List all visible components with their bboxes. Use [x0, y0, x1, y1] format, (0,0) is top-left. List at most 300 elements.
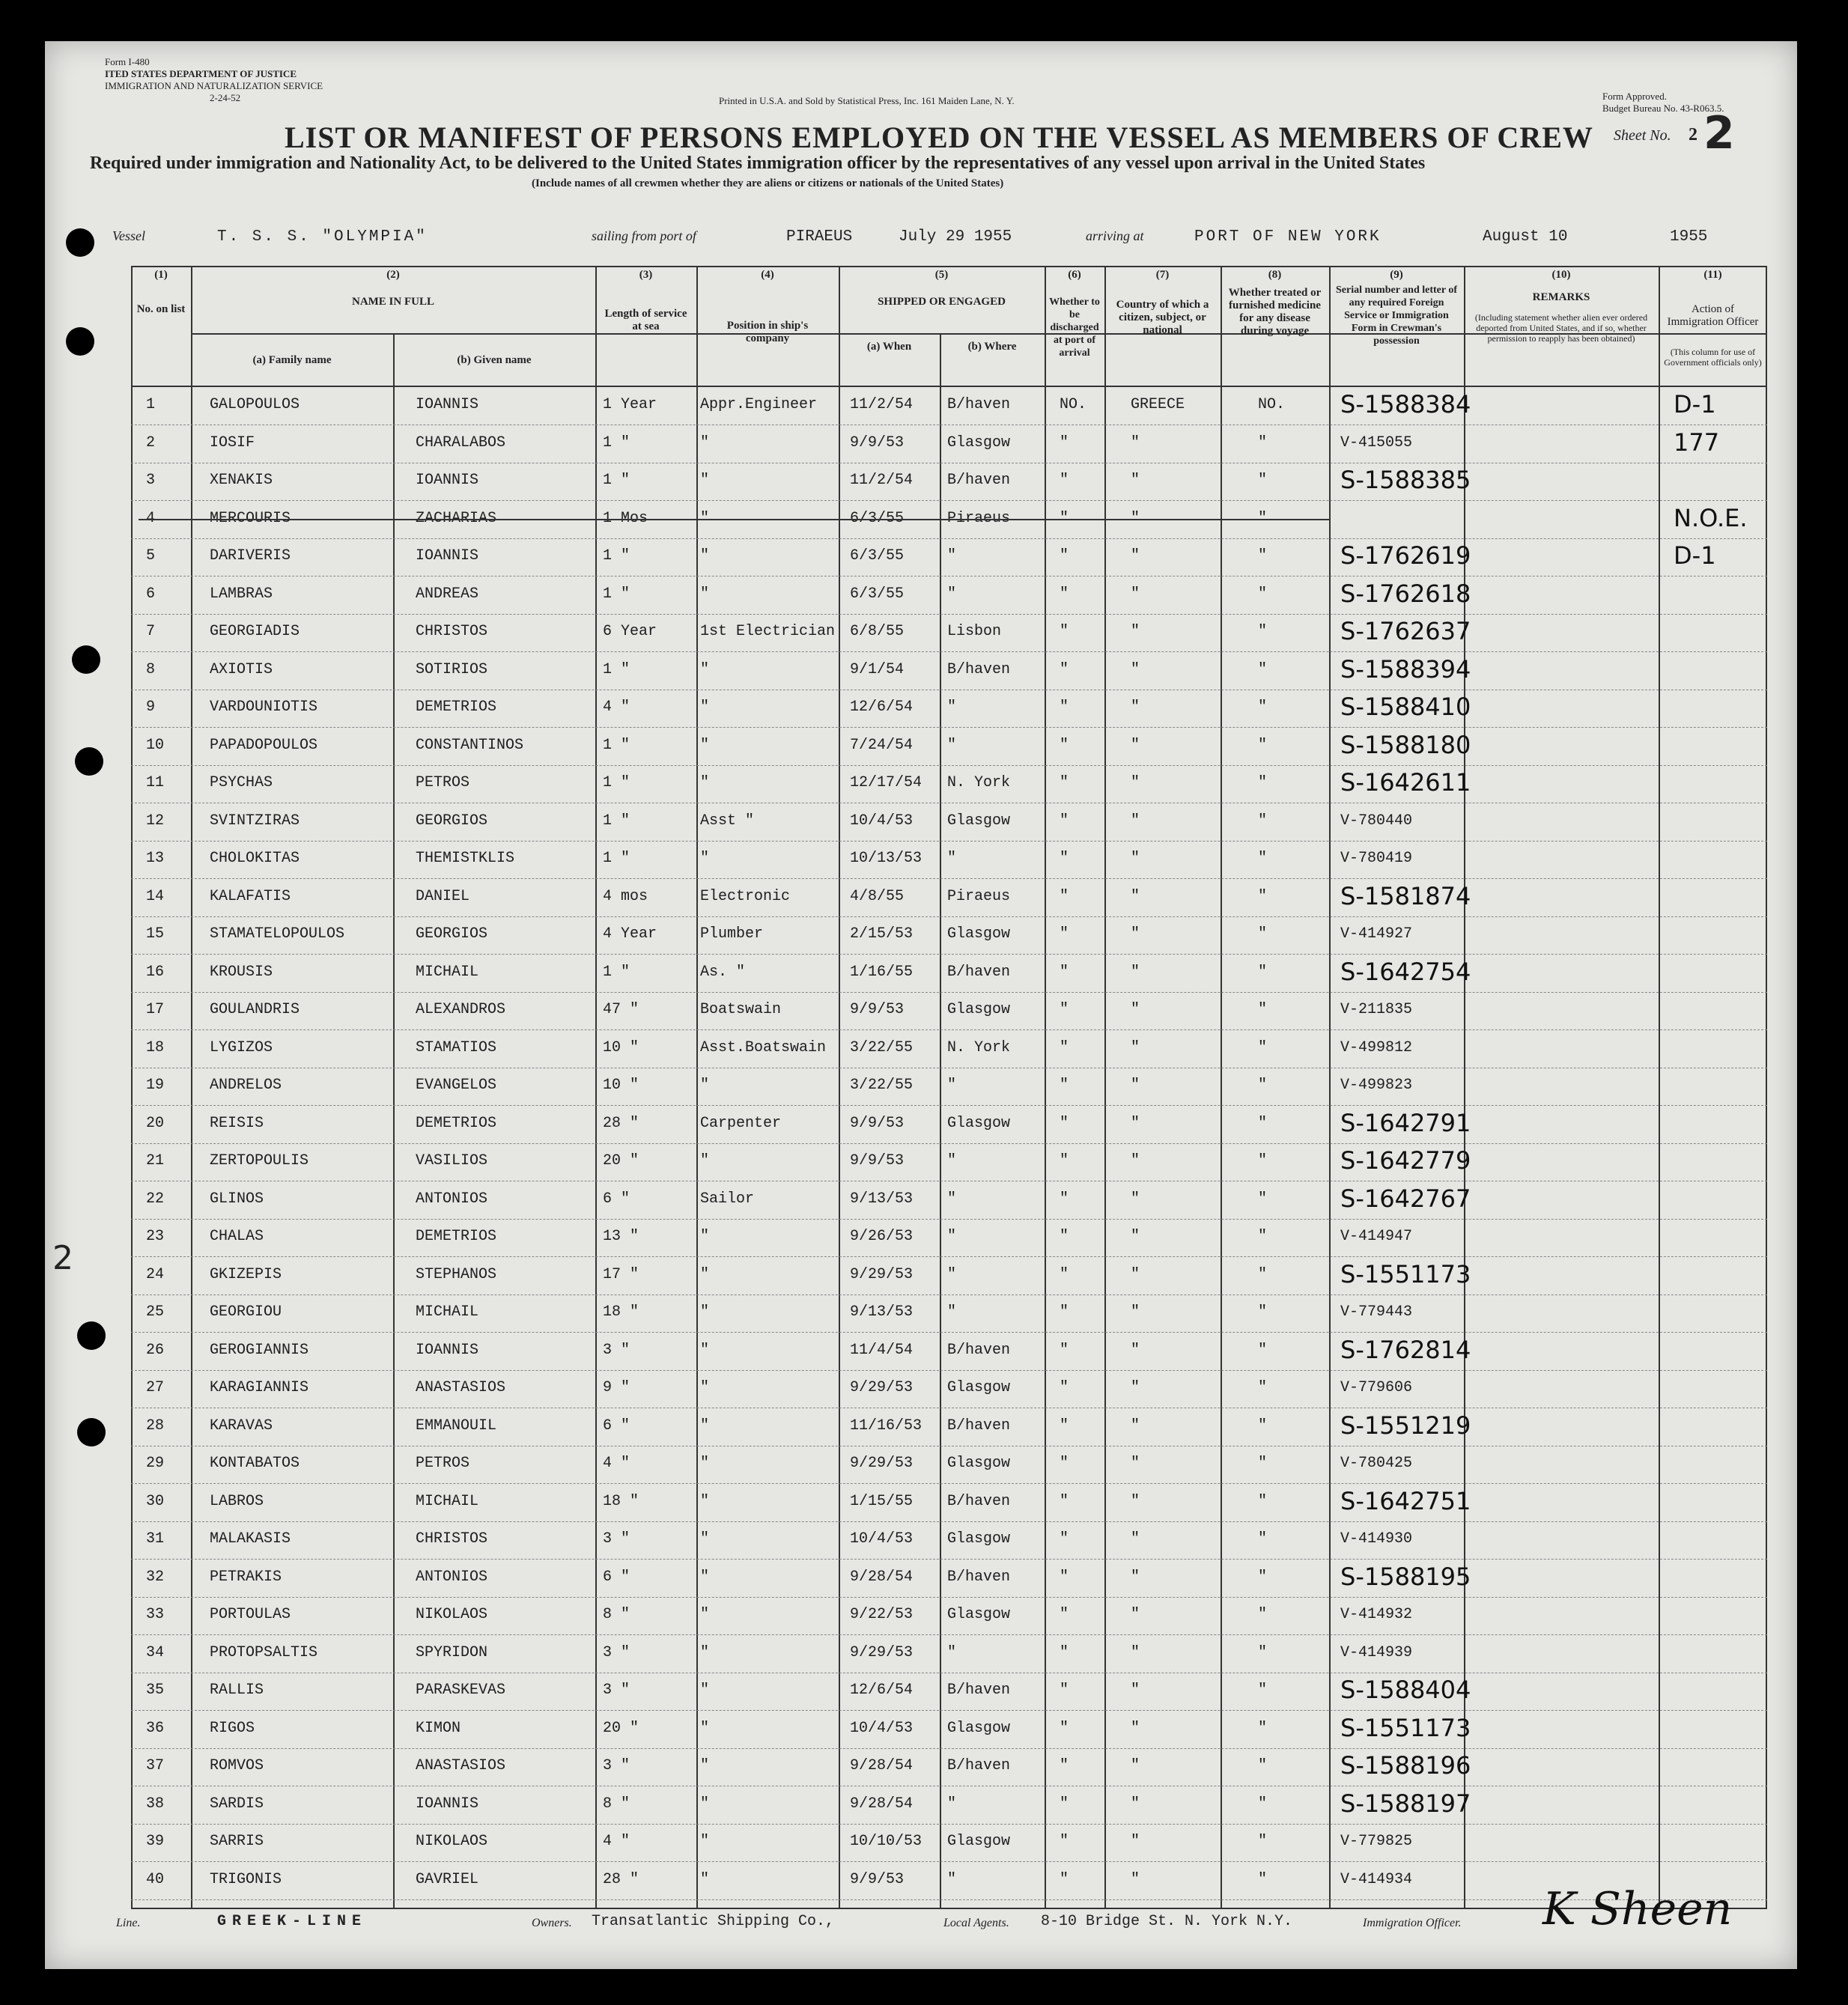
given-name: ALEXANDROS — [416, 1001, 506, 1018]
discharged: " — [1060, 812, 1069, 830]
shipped-where: N. York — [947, 774, 1011, 791]
shipped-when: 9/26/53 — [850, 1228, 914, 1245]
discharged: " — [1060, 433, 1069, 451]
length-of-service: 6 " — [603, 1568, 630, 1586]
serial-number: V-499823 — [1340, 1077, 1413, 1094]
shipped-where: B/haven — [947, 396, 1011, 413]
shipped-where: B/haven — [947, 1757, 1011, 1774]
shipped-where: B/haven — [947, 1682, 1011, 1699]
shipped-when: 7/24/54 — [850, 736, 914, 754]
length-of-service: 1 " — [603, 472, 630, 489]
table-row — [131, 1560, 1767, 1598]
table-row — [131, 1446, 1767, 1484]
family-name: PROTOPSALTIS — [210, 1643, 318, 1661]
length-of-service: 3 " — [603, 1757, 630, 1774]
row-number: 10 — [146, 736, 165, 754]
country: " — [1131, 774, 1140, 791]
country: " — [1131, 1606, 1140, 1623]
shipped-where: " — [947, 1265, 957, 1283]
shipped-where: B/haven — [947, 1417, 1011, 1434]
position: Boatswain — [700, 1001, 782, 1018]
row-number: 18 — [146, 1038, 165, 1056]
row-number: 24 — [146, 1265, 165, 1283]
row-number: 4 — [146, 509, 156, 527]
year: 1955 — [1670, 228, 1708, 246]
position: " — [700, 1341, 710, 1359]
table-row — [131, 425, 1767, 463]
shipped-when: 4/8/55 — [850, 887, 905, 905]
discharged: " — [1060, 1190, 1069, 1208]
country: " — [1131, 1492, 1140, 1510]
shipped-when: 9/28/54 — [850, 1757, 914, 1774]
country: " — [1131, 1833, 1140, 1850]
col-8-header: Whether treated or furnished medicine for any disease during voyage — [1228, 287, 1322, 337]
length-of-service: 4 " — [603, 699, 630, 716]
length-of-service: 1 " — [603, 736, 630, 754]
given-name: NIKOLAOS — [416, 1606, 488, 1623]
given-name: DANIEL — [416, 887, 470, 905]
row-number: 15 — [146, 925, 165, 943]
medicine: " — [1258, 1152, 1268, 1169]
col-10-header: REMARKS — [1532, 291, 1590, 303]
table-row — [131, 1106, 1767, 1144]
shipped-where: Glasgow — [947, 1719, 1011, 1737]
country: " — [1131, 1303, 1140, 1321]
family-name: MERCOURIS — [210, 509, 291, 527]
position: " — [700, 1833, 710, 1850]
family-name: GEORGIOU — [210, 1303, 282, 1321]
row-number: 33 — [146, 1606, 165, 1623]
given-name: MICHAIL — [416, 963, 479, 981]
family-name: GEORGIADIS — [210, 623, 300, 640]
medicine: " — [1258, 472, 1268, 489]
medicine: " — [1258, 736, 1268, 754]
serial-number: V-780425 — [1340, 1455, 1413, 1472]
country: " — [1131, 850, 1140, 867]
position: Asst " — [700, 812, 755, 830]
discharged: " — [1060, 1303, 1069, 1321]
country: " — [1131, 1001, 1140, 1018]
row-number: 26 — [146, 1341, 165, 1359]
row-number: 8 — [146, 660, 156, 678]
col-3-number: (3) — [639, 269, 653, 281]
col-7-number: (7) — [1155, 269, 1170, 281]
medicine: " — [1258, 850, 1268, 867]
country: " — [1131, 963, 1140, 981]
family-name: SARRIS — [210, 1833, 264, 1850]
given-name: MICHAIL — [416, 1492, 479, 1510]
table-row — [131, 1597, 1767, 1635]
shipped-when: 9/13/53 — [850, 1190, 914, 1208]
given-name: ZACHARIAS — [416, 509, 497, 527]
approval-line-2: Budget Bureau No. 43-R063.5. — [1602, 103, 1724, 114]
table-row — [131, 1408, 1767, 1446]
family-name: PSYCHAS — [210, 774, 273, 791]
serial-number: S-1581874 — [1340, 881, 1471, 910]
shipped-when: 9/9/53 — [850, 1870, 905, 1888]
position: " — [700, 433, 710, 451]
shipped-when: 6/3/55 — [850, 547, 905, 565]
serial-number: V-780440 — [1340, 812, 1413, 830]
medicine: " — [1258, 1643, 1268, 1661]
position: " — [700, 472, 710, 489]
shipped-when: 11/16/53 — [850, 1417, 923, 1434]
position: " — [700, 547, 710, 565]
family-name: PETRAKIS — [210, 1568, 282, 1586]
arriving-label: arriving at — [1086, 228, 1144, 243]
medicine: " — [1258, 1228, 1268, 1245]
position: " — [700, 850, 710, 867]
binder-hole — [66, 228, 94, 257]
country: " — [1131, 1795, 1140, 1813]
discharged: " — [1060, 1265, 1069, 1283]
shipped-when: 9/9/53 — [850, 1114, 905, 1132]
discharged: " — [1060, 660, 1069, 678]
date-to: August 10 — [1483, 228, 1568, 246]
immigration-action: D-1 — [1674, 390, 1716, 419]
medicine: " — [1258, 1606, 1268, 1623]
table-row — [131, 955, 1767, 993]
discharged: " — [1060, 1757, 1069, 1774]
serial-number: V-780419 — [1340, 850, 1413, 867]
country: " — [1131, 547, 1140, 565]
family-name: GLINOS — [210, 1190, 264, 1208]
position: " — [700, 1795, 710, 1813]
country: " — [1131, 736, 1140, 754]
shipped-where: Glasgow — [947, 1455, 1011, 1472]
sailing-label: sailing from port of — [592, 228, 696, 243]
position: 1st Electrician — [700, 623, 836, 640]
shipped-when: 9/13/53 — [850, 1303, 914, 1321]
medicine: " — [1258, 509, 1268, 527]
position: " — [700, 1077, 710, 1094]
shipped-where: " — [947, 1228, 957, 1245]
length-of-service: 3 " — [603, 1682, 630, 1699]
country: " — [1131, 925, 1140, 943]
serial-number: V-414927 — [1340, 925, 1413, 943]
serial-number: V-415055 — [1340, 433, 1413, 451]
discharged: " — [1060, 963, 1069, 981]
medicine: " — [1258, 1870, 1268, 1888]
medicine: " — [1258, 925, 1268, 943]
col-5-header: SHIPPED OR ENGAGED — [878, 296, 1006, 308]
country: " — [1131, 1379, 1140, 1396]
row-number: 9 — [146, 699, 156, 716]
family-name: GEROGIANNIS — [210, 1341, 309, 1359]
shipped-where: B/haven — [947, 963, 1011, 981]
serial-number: V-414934 — [1340, 1870, 1413, 1888]
table-row — [131, 614, 1767, 652]
position: Asst.Boatswain — [700, 1038, 827, 1056]
serial-number: S-1762618 — [1340, 579, 1471, 608]
shipped-when: 6/3/55 — [850, 509, 905, 527]
given-name: CHRISTOS — [416, 623, 488, 640]
length-of-service: 1 " — [603, 963, 630, 981]
port-from: PIRAEUS — [786, 228, 853, 246]
discharged: " — [1060, 1682, 1069, 1699]
serial-number: S-1762814 — [1340, 1335, 1471, 1364]
serial-number: S-1642791 — [1340, 1108, 1471, 1137]
given-name: IOANNIS — [416, 1795, 479, 1813]
table-row — [131, 1862, 1767, 1900]
length-of-service: 1 Mos — [603, 509, 648, 527]
date-from: July 29 1955 — [899, 228, 1012, 246]
discharged: " — [1060, 1719, 1069, 1737]
shipped-where: B/haven — [947, 660, 1011, 678]
family-name: SARDIS — [210, 1795, 264, 1813]
position: " — [700, 1643, 710, 1661]
discharged: " — [1060, 1077, 1069, 1094]
length-of-service: 1 " — [603, 585, 630, 603]
serial-number: V-211835 — [1340, 1001, 1413, 1018]
serial-number: S-1588196 — [1340, 1751, 1471, 1780]
serial-number: S-1588410 — [1340, 693, 1471, 721]
table-row — [131, 1484, 1767, 1522]
medicine: " — [1258, 433, 1268, 451]
table-row — [131, 387, 1767, 425]
position: As. " — [700, 963, 746, 981]
country: " — [1131, 1038, 1140, 1056]
medicine: " — [1258, 623, 1268, 640]
col-10-note: (Including statement whether alien ever ordered deported from United States, and if so, whether permission to reapply has been obtained) — [1474, 312, 1648, 344]
table-row — [131, 1333, 1767, 1371]
discharged: " — [1060, 1870, 1069, 1888]
row-number: 37 — [146, 1757, 165, 1774]
table-row — [131, 501, 1767, 539]
agents: 8-10 Bridge St. N. York N.Y. — [1041, 1913, 1293, 1930]
shipped-when: 11/4/54 — [850, 1341, 914, 1359]
sheet-number-handwritten: 2 — [1703, 107, 1735, 159]
table-row — [131, 1521, 1767, 1560]
row-number: 36 — [146, 1719, 165, 1737]
family-name: LABROS — [210, 1492, 264, 1510]
row-number: 14 — [146, 887, 165, 905]
serial-number: S-1762619 — [1340, 541, 1471, 570]
table-row — [131, 1294, 1767, 1333]
position: Plumber — [700, 925, 764, 943]
position: " — [700, 1455, 710, 1472]
medicine: " — [1258, 1001, 1268, 1018]
shipped-where: B/haven — [947, 472, 1011, 489]
length-of-service: 1 " — [603, 433, 630, 451]
family-name: PORTOULAS — [210, 1606, 291, 1623]
length-of-service: 28 " — [603, 1870, 639, 1888]
table-row — [131, 916, 1767, 955]
medicine: " — [1258, 887, 1268, 905]
country: GREECE — [1131, 396, 1185, 413]
form-number: Form I-480 — [105, 56, 150, 67]
length-of-service: 1 " — [603, 850, 630, 867]
medicine: " — [1258, 1757, 1268, 1774]
shipped-where: " — [947, 699, 957, 716]
length-of-service: 3 " — [603, 1341, 630, 1359]
length-of-service: 3 " — [603, 1643, 630, 1661]
shipped-where: " — [947, 1303, 957, 1321]
shipped-when: 9/22/53 — [850, 1606, 914, 1623]
row-number: 29 — [146, 1455, 165, 1472]
table-row — [131, 728, 1767, 766]
position: " — [700, 1152, 710, 1169]
country: " — [1131, 433, 1140, 451]
position: Carpenter — [700, 1114, 782, 1132]
length-of-service: 6 " — [603, 1190, 630, 1208]
given-name: EMMANOUIL — [416, 1417, 497, 1434]
col-11-note: (This column for use of Government officials only) — [1664, 347, 1762, 368]
table-row — [131, 1068, 1767, 1106]
given-name: CHRISTOS — [416, 1530, 488, 1548]
medicine: " — [1258, 1114, 1268, 1132]
row-number: 19 — [146, 1077, 165, 1094]
medicine: " — [1258, 585, 1268, 603]
col-1-number: (1) — [154, 269, 168, 281]
medicine: " — [1258, 1417, 1268, 1434]
discharged: " — [1060, 547, 1069, 565]
shipped-when: 6/8/55 — [850, 623, 905, 640]
given-name: SOTIRIOS — [416, 660, 488, 678]
length-of-service: 1 " — [603, 547, 630, 565]
country: " — [1131, 812, 1140, 830]
shipped-where: Glasgow — [947, 1001, 1011, 1018]
shipped-when: 3/22/55 — [850, 1038, 914, 1056]
country: " — [1131, 1341, 1140, 1359]
given-name: GAVRIEL — [416, 1870, 479, 1888]
country: " — [1131, 1757, 1140, 1774]
agents-label: Local Agents. — [943, 1917, 1009, 1929]
shipped-when: 12/17/54 — [850, 774, 923, 791]
col-3-header: Length of service at sea — [604, 308, 687, 332]
table-row — [131, 841, 1767, 879]
shipped-where: B/haven — [947, 1568, 1011, 1586]
given-name: DEMETRIOS — [416, 1114, 497, 1132]
country: " — [1131, 472, 1140, 489]
discharged: " — [1060, 699, 1069, 716]
serial-number: S-1642611 — [1340, 768, 1471, 797]
col-6-number: (6) — [1068, 269, 1081, 281]
row-number: 5 — [146, 547, 156, 565]
row-number: 23 — [146, 1228, 165, 1245]
medicine: " — [1258, 1303, 1268, 1321]
agency-line-1: ITED STATES DEPARTMENT OF JUSTICE — [105, 68, 297, 79]
given-name: IOANNIS — [416, 472, 479, 489]
table-row — [131, 879, 1767, 917]
given-name: IOANNIS — [416, 1341, 479, 1359]
country: " — [1131, 660, 1140, 678]
discharged: NO. — [1060, 396, 1087, 413]
serial-number: V-414930 — [1340, 1530, 1413, 1548]
shipped-where: " — [947, 585, 957, 603]
country: " — [1131, 1682, 1140, 1699]
given-name: ANTONIOS — [416, 1568, 488, 1586]
table-row — [131, 463, 1767, 501]
row-number: 34 — [146, 1643, 165, 1661]
position: " — [700, 1719, 710, 1737]
length-of-service: 18 " — [603, 1492, 639, 1510]
shipped-when: 9/29/53 — [850, 1265, 914, 1283]
given-name: PETROS — [416, 1455, 470, 1472]
length-of-service: 17 " — [603, 1265, 639, 1283]
table-row — [131, 1673, 1767, 1711]
col-5a-header: (a) When — [866, 341, 912, 353]
length-of-service: 4 Year — [603, 925, 657, 943]
discharged: " — [1060, 850, 1069, 867]
given-name: IOANNIS — [416, 547, 479, 565]
col-2b-header: (b) Given name — [457, 354, 532, 366]
immigration-action: D-1 — [1674, 541, 1716, 570]
line-label: Line. — [116, 1917, 141, 1929]
family-name: AXIOTIS — [210, 660, 273, 678]
position: Appr.Engineer — [700, 396, 818, 413]
given-name: EVANGELOS — [416, 1077, 497, 1094]
shipped-when: 1/16/55 — [850, 963, 914, 981]
discharged: " — [1060, 1417, 1069, 1434]
shipped-when: 9/28/54 — [850, 1568, 914, 1586]
row-number: 39 — [146, 1833, 165, 1850]
shipped-where: " — [947, 1795, 957, 1813]
row-number: 3 — [146, 472, 156, 489]
given-name: DEMETRIOS — [416, 1228, 497, 1245]
shipped-where: " — [947, 1190, 957, 1208]
discharged: " — [1060, 774, 1069, 791]
length-of-service: 4 mos — [603, 887, 648, 905]
given-name: PARASKEVAS — [416, 1682, 506, 1699]
medicine: " — [1258, 1568, 1268, 1586]
shipped-when: 2/15/53 — [850, 925, 914, 943]
table-row — [131, 538, 1767, 576]
family-name: KARAVAS — [210, 1417, 273, 1434]
family-name: TRIGONIS — [210, 1870, 282, 1888]
medicine: " — [1258, 547, 1268, 565]
shipped-when: 9/9/53 — [850, 433, 905, 451]
country: " — [1131, 509, 1140, 527]
serial-number: S-1588404 — [1340, 1676, 1471, 1704]
given-name: DEMETRIOS — [416, 699, 497, 716]
binder-hole — [77, 1321, 106, 1350]
shipped-where: Glasgow — [947, 1114, 1011, 1132]
position: " — [700, 1757, 710, 1774]
col-9-header: Serial number and letter of any required Foreign Service or Immigration Form in Crewman's possession — [1335, 285, 1458, 347]
binder-hole — [66, 327, 94, 356]
shipped-where: " — [947, 547, 957, 565]
shipped-when: 10/4/53 — [850, 1719, 914, 1737]
shipped-when: 10/4/53 — [850, 1530, 914, 1548]
position: " — [700, 1870, 710, 1888]
given-name: ANASTASIOS — [416, 1379, 506, 1396]
shipped-when: 9/28/54 — [850, 1795, 914, 1813]
serial-number: V-779443 — [1340, 1303, 1413, 1321]
discharged: " — [1060, 1228, 1069, 1245]
position: " — [700, 585, 710, 603]
given-name: SPYRIDON — [416, 1643, 488, 1661]
medicine: " — [1258, 1379, 1268, 1396]
table-row — [131, 1748, 1767, 1786]
country: " — [1131, 623, 1140, 640]
medicine: " — [1258, 1682, 1268, 1699]
binder-hole — [77, 1418, 106, 1446]
length-of-service: 13 " — [603, 1228, 639, 1245]
position: " — [700, 774, 710, 791]
given-name: THEMISTKLIS — [416, 850, 515, 867]
table-row — [131, 1219, 1767, 1257]
family-name: GOULANDRIS — [210, 1001, 300, 1018]
length-of-service: 4 " — [603, 1833, 630, 1850]
country: " — [1131, 887, 1140, 905]
discharged: " — [1060, 1038, 1069, 1056]
given-name: CHARALABOS — [416, 433, 506, 451]
medicine: " — [1258, 1077, 1268, 1094]
table-row — [131, 992, 1767, 1030]
family-name: KROUSIS — [210, 963, 273, 981]
position: " — [700, 1682, 710, 1699]
